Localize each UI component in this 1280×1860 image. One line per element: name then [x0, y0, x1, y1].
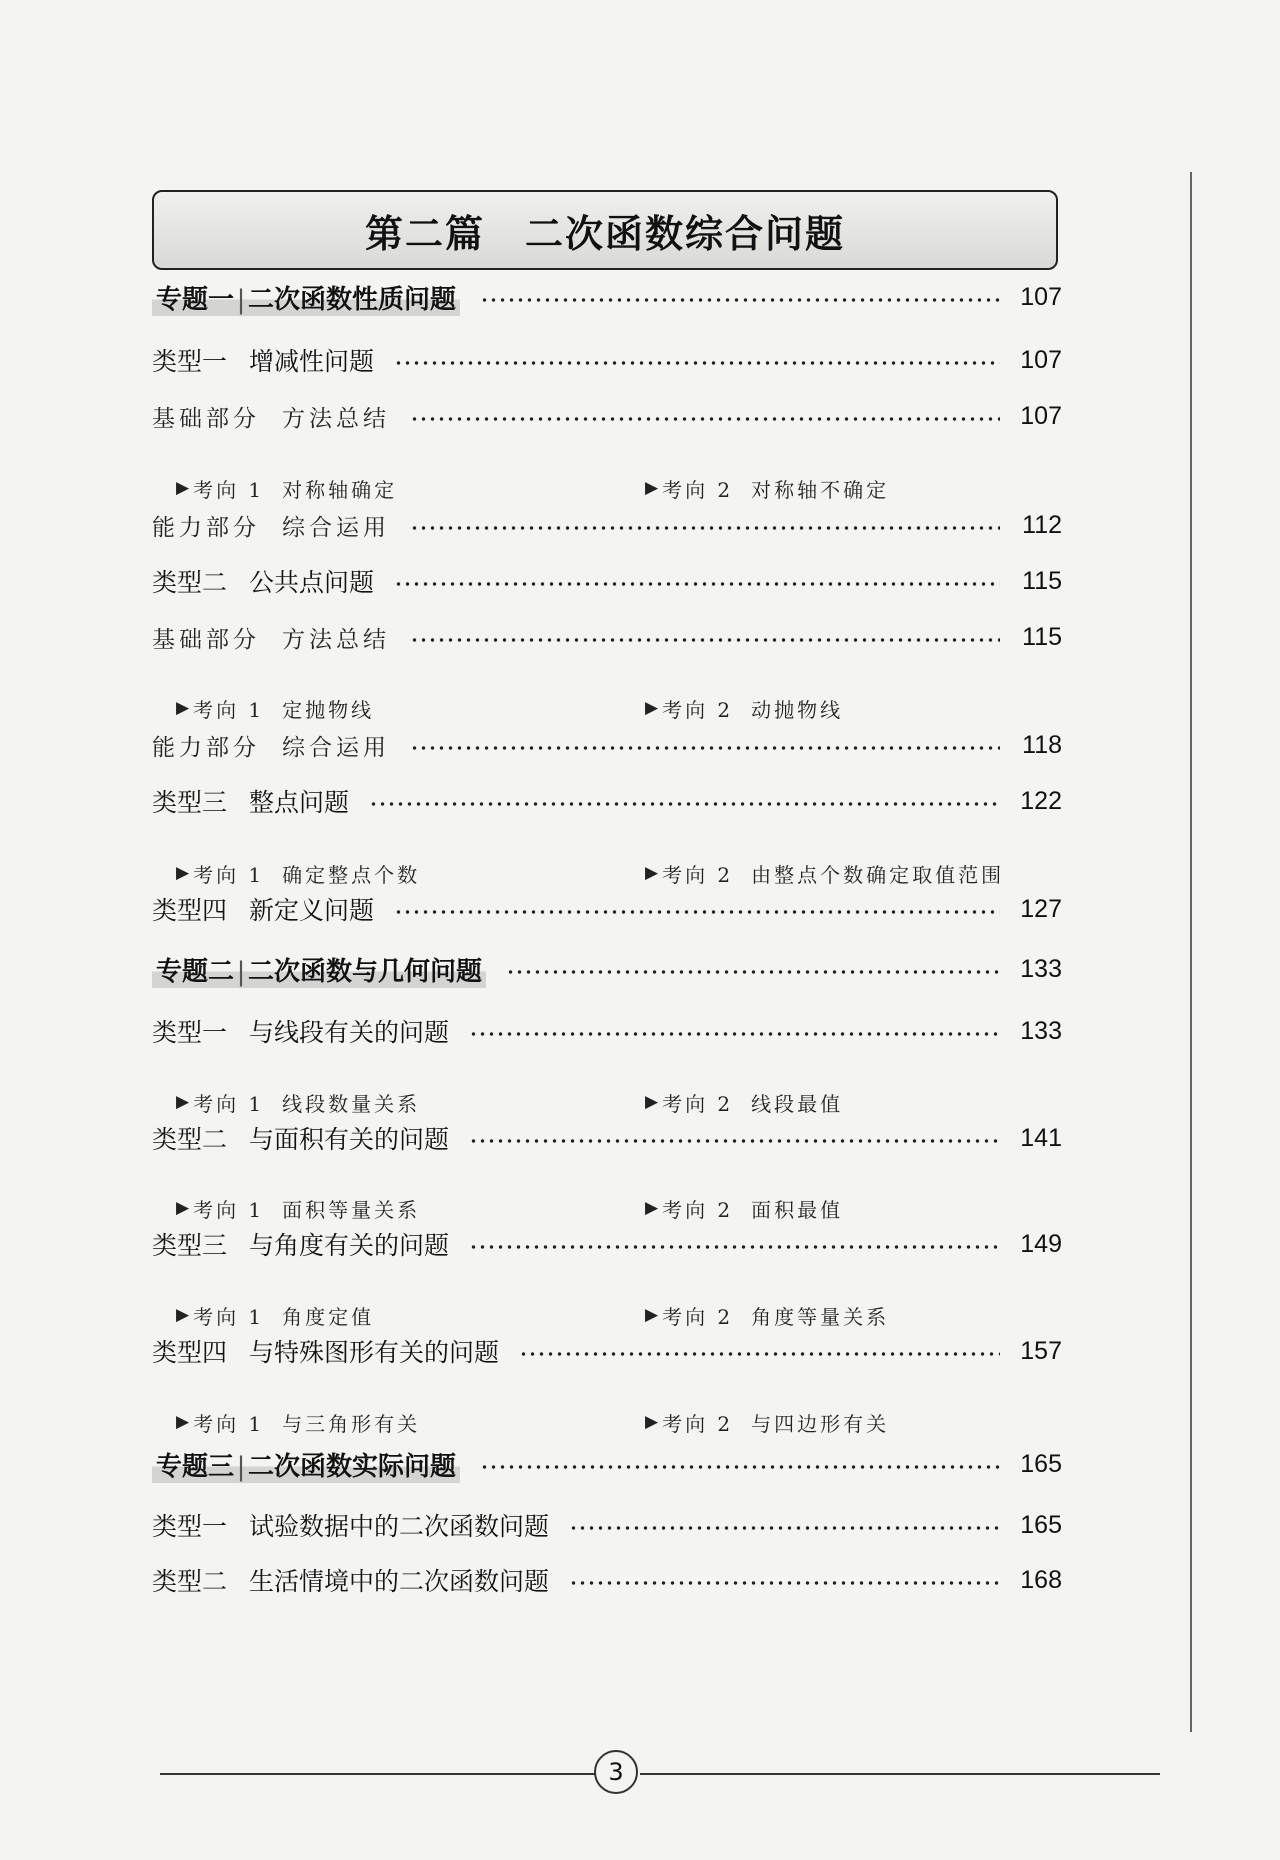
sub-item-text: 由整点个数确定取值范围: [751, 862, 1005, 887]
toc-page-number: 165: [1020, 1449, 1062, 1478]
separator-bar-icon: |: [236, 956, 246, 987]
sub-item-text: 线段最值: [751, 1091, 844, 1116]
toc-page-number: 133: [1020, 1016, 1062, 1045]
toc-basic-row[interactable]: [152, 725, 1062, 765]
toc-entry-label: [152, 1446, 460, 1483]
triangle-bullet-icon: ▶: [176, 1412, 190, 1432]
dot-leader: [394, 581, 1000, 587]
toc-entry-title: 公共点问题: [249, 568, 375, 597]
toc-entry-prefix: 类型四: [152, 1338, 228, 1367]
sub-item-prefix: 考向 1: [193, 1091, 265, 1116]
sub-item-text: 确定整点个数: [282, 862, 421, 887]
sub-item-prefix: 考向 2: [662, 1091, 734, 1116]
sub-item-prefix: 考向 1: [193, 1197, 265, 1222]
toc-entry-label: [152, 400, 390, 433]
toc-sub-row: [0, 1084, 1000, 1120]
dot-leader: [569, 1525, 1000, 1531]
sub-item-text: 动抛物线: [751, 697, 844, 722]
toc-entry-label: [152, 891, 374, 927]
toc-entry-label: [152, 1120, 449, 1156]
sub-item-prefix: 考向 1: [193, 862, 265, 887]
dot-leader: [469, 1138, 1000, 1144]
dot-leader: [410, 416, 1000, 422]
dot-leader: [410, 745, 1000, 751]
sub-item-text: 对称轴确定: [282, 477, 398, 502]
triangle-bullet-icon: ▶: [645, 1305, 659, 1325]
toc-entry-title: 综合运用: [282, 734, 390, 761]
footer-rule-left: [160, 1773, 596, 1775]
triangle-bullet-icon: ▶: [176, 698, 190, 718]
sub-item-prefix: 考向 1: [193, 1411, 265, 1436]
sub-item-text: 线段数量关系: [282, 1091, 421, 1116]
toc-page-number: 133: [1020, 954, 1062, 983]
toc-sub-item[interactable]: [176, 859, 420, 888]
toc-sub-item[interactable]: [176, 1301, 374, 1330]
toc-entry-title: 二次函数实际问题: [248, 1451, 457, 1482]
toc-page-number: 168: [1020, 1565, 1062, 1594]
dot-leader: [394, 360, 1000, 366]
toc-entry-label: [152, 1013, 449, 1049]
toc-entry-title: 试验数据中的二次函数问题: [249, 1512, 550, 1541]
toc-entry-label: [152, 1226, 449, 1262]
toc-type-row[interactable]: [152, 889, 1062, 929]
toc-type-row[interactable]: [152, 1331, 1062, 1371]
toc-sub-row: [0, 690, 1000, 726]
separator-bar-icon: |: [236, 284, 246, 315]
sub-item-text: 与三角形有关: [282, 1411, 421, 1436]
toc-entry-label: [152, 342, 374, 378]
toc-entry-title: 与特殊图形有关的问题: [249, 1338, 500, 1367]
toc-entry-prefix: 类型二: [152, 568, 228, 597]
toc-page-number: 115: [1022, 622, 1062, 651]
toc-sub-item[interactable]: [645, 1301, 889, 1330]
toc-basic-row[interactable]: [152, 617, 1062, 657]
toc-entry-prefix: 类型四: [152, 896, 228, 925]
toc-page-number: 127: [1020, 894, 1062, 923]
sub-item-text: 对称轴不确定: [751, 477, 890, 502]
toc-entry-label: [152, 509, 390, 542]
toc-entry-label: [152, 1562, 549, 1598]
dot-leader: [469, 1031, 1000, 1037]
toc-entry-prefix: 类型二: [152, 1125, 228, 1154]
toc-topic-row[interactable]: [152, 1444, 1062, 1484]
toc-entry-prefix: 类型一: [152, 1512, 228, 1541]
sub-item-text: 角度等量关系: [751, 1304, 890, 1329]
triangle-bullet-icon: ▶: [645, 863, 659, 883]
toc-entry-label: [152, 729, 390, 762]
sub-item-text: 定抛物线: [282, 697, 375, 722]
toc-page-number: 118: [1022, 730, 1062, 759]
toc-sub-row: [0, 1190, 1000, 1226]
toc-type-row[interactable]: [152, 1505, 1062, 1545]
sub-item-text: 与四边形有关: [751, 1411, 890, 1436]
sub-item-prefix: 考向 2: [662, 1197, 734, 1222]
toc-entry-prefix: 类型二: [152, 1567, 228, 1596]
toc-entry-label: [152, 1333, 499, 1369]
toc-type-row[interactable]: [152, 561, 1062, 601]
toc-type-row[interactable]: [152, 1011, 1062, 1051]
toc-sub-row: [0, 855, 1005, 891]
toc-sub-item[interactable]: [176, 1088, 420, 1117]
sub-item-prefix: 考向 2: [662, 477, 734, 502]
page-number: 3: [594, 1750, 638, 1794]
toc-entry-prefix: 类型三: [152, 788, 228, 817]
toc-entry-title: 新定义问题: [249, 896, 375, 925]
toc-page-number: 122: [1020, 786, 1062, 815]
triangle-bullet-icon: ▶: [176, 1305, 190, 1325]
sub-item-prefix: 考向 2: [662, 1304, 734, 1329]
dot-leader: [480, 1464, 1000, 1470]
sub-item-prefix: 考向 1: [193, 697, 265, 722]
toc-entry-prefix: 专题二: [156, 956, 235, 987]
toc-entry-title: 与面积有关的问题: [249, 1125, 450, 1154]
sub-item-prefix: 考向 2: [662, 862, 734, 887]
toc-sub-row: [0, 1404, 1000, 1440]
sub-item-text: 面积最值: [751, 1197, 844, 1222]
toc-sub-item[interactable]: [176, 1408, 420, 1437]
toc-entry-title: 综合运用: [282, 514, 390, 541]
dot-leader: [410, 525, 1000, 531]
toc-entry-title: 增减性问题: [249, 347, 375, 376]
toc-sub-item[interactable]: [645, 1194, 843, 1223]
triangle-bullet-icon: ▶: [645, 698, 659, 718]
toc-page-number: 107: [1020, 345, 1062, 374]
toc-entry-label: [152, 1507, 549, 1543]
dot-leader: [506, 969, 1000, 975]
toc-sub-item[interactable]: [176, 1194, 420, 1223]
toc-page-number: 149: [1020, 1229, 1062, 1258]
toc-topic-row[interactable]: [152, 949, 1062, 989]
page-edge-line: [1190, 172, 1192, 1732]
toc-entry-title: 生活情境中的二次函数问题: [249, 1567, 550, 1596]
dot-leader: [480, 297, 1000, 303]
toc-sub-item[interactable]: [176, 694, 374, 723]
toc-type-row[interactable]: [152, 340, 1062, 380]
toc-page-number: 165: [1020, 1510, 1062, 1539]
dot-leader: [469, 1244, 1000, 1250]
toc-page-number: 157: [1020, 1336, 1062, 1365]
chapter-title-box: [152, 190, 1058, 270]
triangle-bullet-icon: ▶: [176, 863, 190, 883]
toc-entry-prefix: 能力部分: [152, 734, 260, 761]
sub-item-prefix: 考向 2: [662, 697, 734, 722]
toc-page-number: 115: [1022, 566, 1062, 595]
toc-entry-prefix: 类型一: [152, 1018, 228, 1047]
toc-sub-row: [0, 470, 1000, 506]
toc-entry-title: 与线段有关的问题: [249, 1018, 450, 1047]
toc-entry-label: [152, 279, 460, 316]
toc-entry-title: 与角度有关的问题: [249, 1231, 450, 1260]
toc-entry-prefix: 基础部分: [152, 405, 260, 432]
toc-topic-row[interactable]: [152, 277, 1062, 317]
toc-entry-title: 方法总结: [282, 626, 390, 653]
toc-type-row[interactable]: [152, 1224, 1062, 1264]
footer-rule-right: [640, 1773, 1160, 1775]
toc-entry-prefix: 类型三: [152, 1231, 228, 1260]
sub-item-prefix: 考向 2: [662, 1411, 734, 1436]
sub-item-prefix: 考向 1: [193, 1304, 265, 1329]
toc-sub-item[interactable]: [645, 1408, 889, 1437]
toc-sub-row: [0, 1297, 1000, 1333]
toc-sub-item[interactable]: [645, 474, 889, 503]
dot-leader: [519, 1351, 1000, 1357]
sub-item-prefix: 考向 1: [193, 477, 265, 502]
sub-item-text: 面积等量关系: [282, 1197, 421, 1222]
toc-entry-label: [152, 783, 349, 819]
toc-entry-label: [152, 621, 390, 654]
toc-entry-prefix: 类型一: [152, 347, 228, 376]
triangle-bullet-icon: ▶: [176, 1198, 190, 1218]
toc-entry-prefix: 专题三: [156, 1451, 235, 1482]
dot-leader: [369, 801, 1000, 807]
toc-sub-item[interactable]: [645, 859, 1004, 888]
toc-basic-row[interactable]: [152, 396, 1062, 436]
toc-type-row[interactable]: [152, 1560, 1062, 1600]
toc-page-number: 107: [1020, 401, 1062, 430]
dot-leader: [394, 909, 1000, 915]
toc-entry-label: [152, 563, 374, 599]
toc-entry-title: 整点问题: [249, 788, 350, 817]
toc-sub-item[interactable]: [176, 474, 397, 503]
toc-entry-prefix: 专题一: [156, 284, 235, 315]
separator-bar-icon: |: [236, 1451, 246, 1482]
toc-entry-title: 二次函数性质问题: [248, 284, 457, 315]
toc-page-number: 107: [1020, 282, 1062, 311]
toc-sub-item[interactable]: [645, 694, 843, 723]
toc-type-row[interactable]: [152, 1118, 1062, 1158]
chapter-title: 第二篇 二次函数综合问题: [364, 210, 845, 256]
dot-leader: [569, 1580, 1000, 1586]
triangle-bullet-icon: ▶: [645, 1198, 659, 1218]
triangle-bullet-icon: ▶: [176, 478, 190, 498]
triangle-bullet-icon: ▶: [645, 1412, 659, 1432]
toc-page-number: 141: [1020, 1123, 1062, 1152]
toc-entry-prefix: 基础部分: [152, 626, 260, 653]
dot-leader: [410, 637, 1000, 643]
toc-entry-title: 方法总结: [282, 405, 390, 432]
toc-page-number: 112: [1022, 510, 1062, 539]
toc-sub-item[interactable]: [645, 1088, 843, 1117]
toc-type-row[interactable]: [152, 781, 1062, 821]
toc-basic-row[interactable]: [152, 505, 1062, 545]
toc-entry-title: 二次函数与几何问题: [248, 956, 483, 987]
toc-entry-prefix: 能力部分: [152, 514, 260, 541]
sub-item-text: 角度定值: [282, 1304, 375, 1329]
toc-entry-label: [152, 951, 486, 988]
triangle-bullet-icon: ▶: [176, 1092, 190, 1112]
triangle-bullet-icon: ▶: [645, 1092, 659, 1112]
triangle-bullet-icon: ▶: [645, 478, 659, 498]
